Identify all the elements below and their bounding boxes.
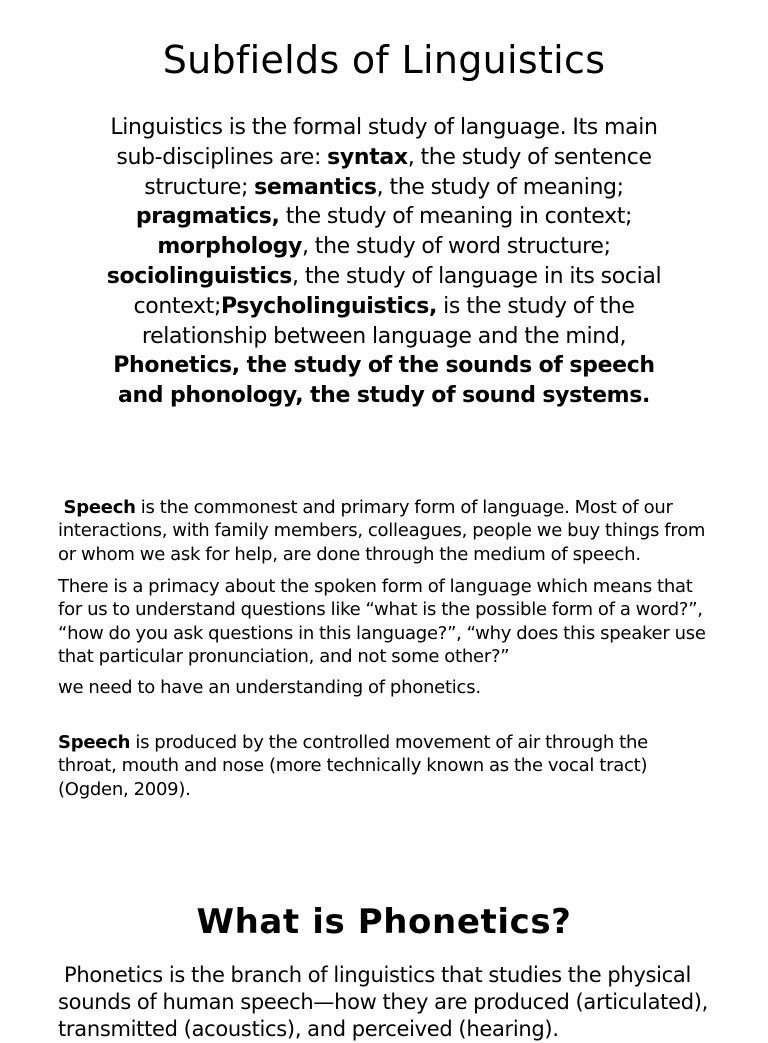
term-phonetics-phonology: Phonetics, the study of the sounds of speech and phonology, the study of sound systems. xyxy=(113,353,655,409)
primacy-paragraph: There is a primacy about the spoken form of language which means that for us to understand questions like “what is the possible form of a word?”, “how do you ask questions in this language?”, “why does this speaker use that particular pronunciation, and not some other?” xyxy=(58,576,706,668)
speech-production-paragraph xyxy=(58,731,708,801)
speech-intro-text: is the commonest and primary form of language. Most of our interactions, with family members, colleagues, people we buy things from or whom we ask for help, are done through the medium of speech. xyxy=(58,497,706,565)
term-speech: Speech xyxy=(58,732,131,753)
intro-text: , the study of word structure; xyxy=(302,234,611,260)
speech-production-text: is produced by the controlled movement of air through the throat, mouth and nose (more technically known as the vocal tract) (Ogden, 2009). xyxy=(58,732,648,800)
phonetics-definition: Phonetics is the branch of linguistics that studies the physical sounds of human speech—how they are produced (articulated), transmitted (acoustics), and perceived (hearing). xyxy=(58,963,714,1041)
term-semantics: semantics xyxy=(254,174,377,200)
intro-paragraph xyxy=(90,113,678,411)
intro-text: , the study of language in its social context; xyxy=(133,263,662,319)
intro-text: the study of meaning in context; xyxy=(279,204,633,230)
term-sociolinguistics: sociolinguistics xyxy=(106,263,293,289)
term-morphology: morphology xyxy=(157,234,303,260)
term-speech: Speech xyxy=(63,497,136,518)
intro-text: , the study of meaning; xyxy=(376,174,624,200)
intro-text: , the study of sentence structure; xyxy=(144,144,652,200)
speech-intro-paragraph xyxy=(58,496,708,566)
term-psycholinguistics: Psycholinguistics, xyxy=(221,293,438,319)
phonetics-heading: What is Phonetics? xyxy=(196,902,572,942)
page-title: Subfields of Linguistics xyxy=(162,38,606,82)
term-pragmatics: pragmatics, xyxy=(135,204,280,230)
intro-text: is the study of the relationship between language and the mind, xyxy=(141,293,635,349)
term-syntax: syntax xyxy=(327,144,408,170)
intro-text: Linguistics is the formal study of language. Its main sub-disciplines are: xyxy=(110,115,658,170)
understanding-paragraph: we need to have an understanding of phonetics. xyxy=(58,677,481,698)
